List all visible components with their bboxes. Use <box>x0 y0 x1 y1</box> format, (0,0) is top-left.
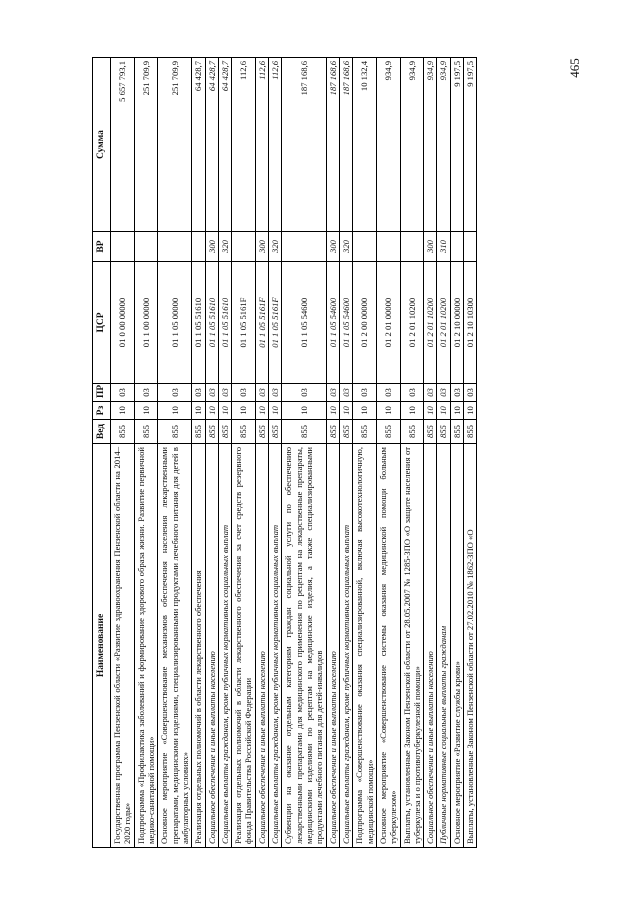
cell-rz: 10 <box>326 402 339 420</box>
cell-name: Выплаты, установленные Законом Пензенской области от 28.05.2007 № 1285-ЗПО «О защите населения от туберкулеза и о противотуберкулезной помощи» <box>400 444 424 848</box>
cell-rz: 10 <box>400 402 424 420</box>
cell-name: Социальные выплаты гражданам, кроме публичных нормативных социальных выплат <box>339 444 352 848</box>
cell-ved: 855 <box>218 420 231 444</box>
page-number: 465 <box>567 58 582 78</box>
header-vr: ВР <box>93 232 111 262</box>
cell-sum: 9 197,5 <box>464 58 477 232</box>
cell-rz: 10 <box>424 402 437 420</box>
cell-ved: 855 <box>269 420 282 444</box>
cell-csr: 01 1 05 54600 <box>326 262 339 384</box>
cell-rz: 10 <box>269 402 282 420</box>
cell-name: Государственная программа Пензенской области «Развитие здравоохранения Пензенской области на 2014–2020 годы» <box>111 444 135 848</box>
cell-pr: 03 <box>218 384 231 402</box>
cell-csr: 01 1 00 00000 <box>134 262 158 384</box>
cell-name: Реализация отдельных полномочий в области лекарственного обеспечения <box>192 444 205 848</box>
cell-csr: 01 1 05 00000 <box>158 262 192 384</box>
cell-pr: 03 <box>424 384 437 402</box>
cell-sum: 112,6 <box>232 58 256 232</box>
cell-name: Подпрограмма «Совершенствование оказания специализированной, включая высокотехнологичную, медицинской помощи» <box>353 444 377 848</box>
cell-vr: 300 <box>326 232 339 262</box>
cell-csr: 01 1 05 51610 <box>205 262 218 384</box>
table-row <box>232 58 256 848</box>
cell-ved: 855 <box>111 420 135 444</box>
cell-vr: 320 <box>218 232 231 262</box>
cell-pr: 03 <box>205 384 218 402</box>
cell-vr <box>192 232 205 262</box>
table-row <box>326 58 339 848</box>
cell-name: Подпрограмма «Профилактика заболеваний и формирование здорового образа жизни. Развитие первичной медико-санитарной помощи» <box>134 444 158 848</box>
cell-vr <box>353 232 377 262</box>
cell-name: Социальные выплаты гражданам, кроме публичных нормативных социальных выплат <box>218 444 231 848</box>
cell-pr: 03 <box>158 384 192 402</box>
cell-vr: 300 <box>424 232 437 262</box>
cell-rz: 10 <box>218 402 231 420</box>
cell-name: Выплаты, установленные Законом Пензенской области от 27.02.2010 № 1862-ЗПО «О <box>464 444 477 848</box>
table-row <box>111 58 135 848</box>
cell-rz: 10 <box>450 402 463 420</box>
cell-csr: 01 2 01 00000 <box>376 262 400 384</box>
cell-rz: 10 <box>111 402 135 420</box>
cell-ved: 855 <box>437 420 450 444</box>
header-sum: Сумма <box>93 58 111 232</box>
cell-rz: 10 <box>376 402 400 420</box>
cell-vr: 310 <box>437 232 450 262</box>
cell-sum: 112,6 <box>255 58 268 232</box>
cell-csr: 01 0 00 00000 <box>111 262 135 384</box>
table-row <box>205 58 218 848</box>
cell-pr: 03 <box>269 384 282 402</box>
cell-ved: 855 <box>205 420 218 444</box>
cell-vr <box>282 232 326 262</box>
cell-csr: 01 2 10 00000 <box>450 262 463 384</box>
cell-sum: 64 428,7 <box>218 58 231 232</box>
cell-rz: 10 <box>255 402 268 420</box>
cell-pr: 03 <box>450 384 463 402</box>
cell-vr: 320 <box>269 232 282 262</box>
cell-name: Субвенции на оказание отдельным категориям граждан социальной услуги по обеспечению лекарственными препаратами для медицинского применения по рецептам на лекарственные препараты, медицинскими изделиями по рецептам на медицинские изделия, а также специализированными продуктами лечебного питания для детей-инвалидов <box>282 444 326 848</box>
cell-csr: 01 1 05 51610 <box>218 262 231 384</box>
cell-sum: 934,9 <box>424 58 437 232</box>
table-row <box>255 58 268 848</box>
header-ved: Вед <box>93 420 111 444</box>
cell-rz: 10 <box>437 402 450 420</box>
cell-name: Социальное обеспечение и иные выплаты населению <box>205 444 218 848</box>
cell-ved: 855 <box>158 420 192 444</box>
cell-sum: 187 168,6 <box>282 58 326 232</box>
table-row <box>400 58 424 848</box>
cell-vr <box>450 232 463 262</box>
cell-csr: 01 1 05 5161F <box>269 262 282 384</box>
cell-vr <box>232 232 256 262</box>
cell-pr: 03 <box>192 384 205 402</box>
cell-ved: 855 <box>424 420 437 444</box>
cell-ved: 855 <box>376 420 400 444</box>
table-row <box>158 58 192 848</box>
cell-rz: 10 <box>353 402 377 420</box>
table-header-row <box>93 58 111 848</box>
cell-csr: 01 1 05 5161F <box>255 262 268 384</box>
cell-ved: 855 <box>353 420 377 444</box>
cell-csr: 01 1 05 54600 <box>339 262 352 384</box>
cell-name: Публичные нормативные социальные выплаты гражданам <box>437 444 450 848</box>
cell-sum: 9 197,5 <box>450 58 463 232</box>
budget-table <box>92 57 477 848</box>
cell-ved: 855 <box>450 420 463 444</box>
table-row <box>376 58 400 848</box>
cell-pr: 03 <box>134 384 158 402</box>
cell-csr: 01 2 01 10200 <box>424 262 437 384</box>
cell-name: Основное мероприятие «Совершенствование механизмов обеспечения населения лекарственными препаратами, медицинскими изделиями, специализированными продуктами лечебного питания для детей в амбулаторных условиях» <box>158 444 192 848</box>
cell-sum: 112,6 <box>269 58 282 232</box>
table-row <box>134 58 158 848</box>
table-row <box>192 58 205 848</box>
rotated-page-content <box>92 58 547 848</box>
cell-ved: 855 <box>282 420 326 444</box>
cell-sum: 251 709,9 <box>158 58 192 232</box>
cell-csr: 01 1 05 5161F <box>232 262 256 384</box>
cell-ved: 855 <box>192 420 205 444</box>
header-name: Наименование <box>93 444 111 848</box>
cell-sum: 64 428,7 <box>205 58 218 232</box>
table-row <box>437 58 450 848</box>
cell-vr <box>400 232 424 262</box>
table-row <box>218 58 231 848</box>
cell-ved: 855 <box>464 420 477 444</box>
cell-vr: 320 <box>339 232 352 262</box>
cell-pr: 03 <box>326 384 339 402</box>
header-csr: ЦСР <box>93 262 111 384</box>
cell-pr: 03 <box>400 384 424 402</box>
cell-pr: 03 <box>464 384 477 402</box>
cell-sum: 187 168,6 <box>339 58 352 232</box>
cell-vr: 300 <box>205 232 218 262</box>
cell-vr <box>376 232 400 262</box>
cell-rz: 10 <box>464 402 477 420</box>
cell-ved: 855 <box>232 420 256 444</box>
cell-pr: 03 <box>376 384 400 402</box>
cell-rz: 10 <box>192 402 205 420</box>
cell-pr: 03 <box>339 384 352 402</box>
cell-sum: 187 168,6 <box>326 58 339 232</box>
table-row <box>424 58 437 848</box>
cell-vr <box>158 232 192 262</box>
table-row <box>282 58 326 848</box>
header-rz: Рз <box>93 402 111 420</box>
cell-vr <box>464 232 477 262</box>
table-row <box>353 58 377 848</box>
cell-sum: 5 657 793,1 <box>111 58 135 232</box>
cell-pr: 03 <box>111 384 135 402</box>
cell-pr: 03 <box>353 384 377 402</box>
cell-csr: 01 2 10 10300 <box>464 262 477 384</box>
table-row <box>464 58 477 848</box>
cell-rz: 10 <box>134 402 158 420</box>
cell-name: Реализация отдельных полномочий в области лекарственного обеспечения за счет средств резервного фонда Правительства Российской Федерации <box>232 444 256 848</box>
cell-name: Социальное обеспечение и иные выплаты населению <box>255 444 268 848</box>
table-row <box>339 58 352 848</box>
cell-pr: 03 <box>255 384 268 402</box>
cell-rz: 10 <box>339 402 352 420</box>
cell-csr: 01 2 01 10200 <box>400 262 424 384</box>
cell-name: Социальное обеспечение и иные выплаты населению <box>424 444 437 848</box>
cell-pr: 03 <box>282 384 326 402</box>
cell-ved: 855 <box>134 420 158 444</box>
cell-sum: 934,9 <box>437 58 450 232</box>
cell-sum: 934,9 <box>400 58 424 232</box>
cell-pr: 03 <box>437 384 450 402</box>
cell-vr: 300 <box>255 232 268 262</box>
cell-sum: 10 132,4 <box>353 58 377 232</box>
cell-vr <box>111 232 135 262</box>
cell-name: Основное мероприятие «Совершенствование системы оказания медицинской помощи больным туберкулезом» <box>376 444 400 848</box>
cell-name: Основное мероприятие «Развитие службы крови» <box>450 444 463 848</box>
cell-rz: 10 <box>282 402 326 420</box>
cell-rz: 10 <box>205 402 218 420</box>
cell-rz: 10 <box>232 402 256 420</box>
cell-ved: 855 <box>255 420 268 444</box>
cell-name: Социальные выплаты гражданам, кроме публичных нормативных социальных выплат <box>269 444 282 848</box>
table-row <box>269 58 282 848</box>
header-pr: ПР <box>93 384 111 402</box>
cell-csr: 01 1 05 54600 <box>282 262 326 384</box>
cell-sum: 64 428,7 <box>192 58 205 232</box>
cell-csr: 01 2 00 00000 <box>353 262 377 384</box>
cell-ved: 855 <box>326 420 339 444</box>
cell-sum: 934,9 <box>376 58 400 232</box>
cell-rz: 10 <box>158 402 192 420</box>
cell-ved: 855 <box>400 420 424 444</box>
cell-pr: 03 <box>232 384 256 402</box>
cell-csr: 01 2 01 10200 <box>437 262 450 384</box>
cell-sum: 251 709,9 <box>134 58 158 232</box>
cell-csr: 01 1 05 51610 <box>192 262 205 384</box>
cell-name: Социальное обеспечение и иные выплаты населению <box>326 444 339 848</box>
cell-vr <box>134 232 158 262</box>
cell-ved: 855 <box>339 420 352 444</box>
table-row <box>450 58 463 848</box>
